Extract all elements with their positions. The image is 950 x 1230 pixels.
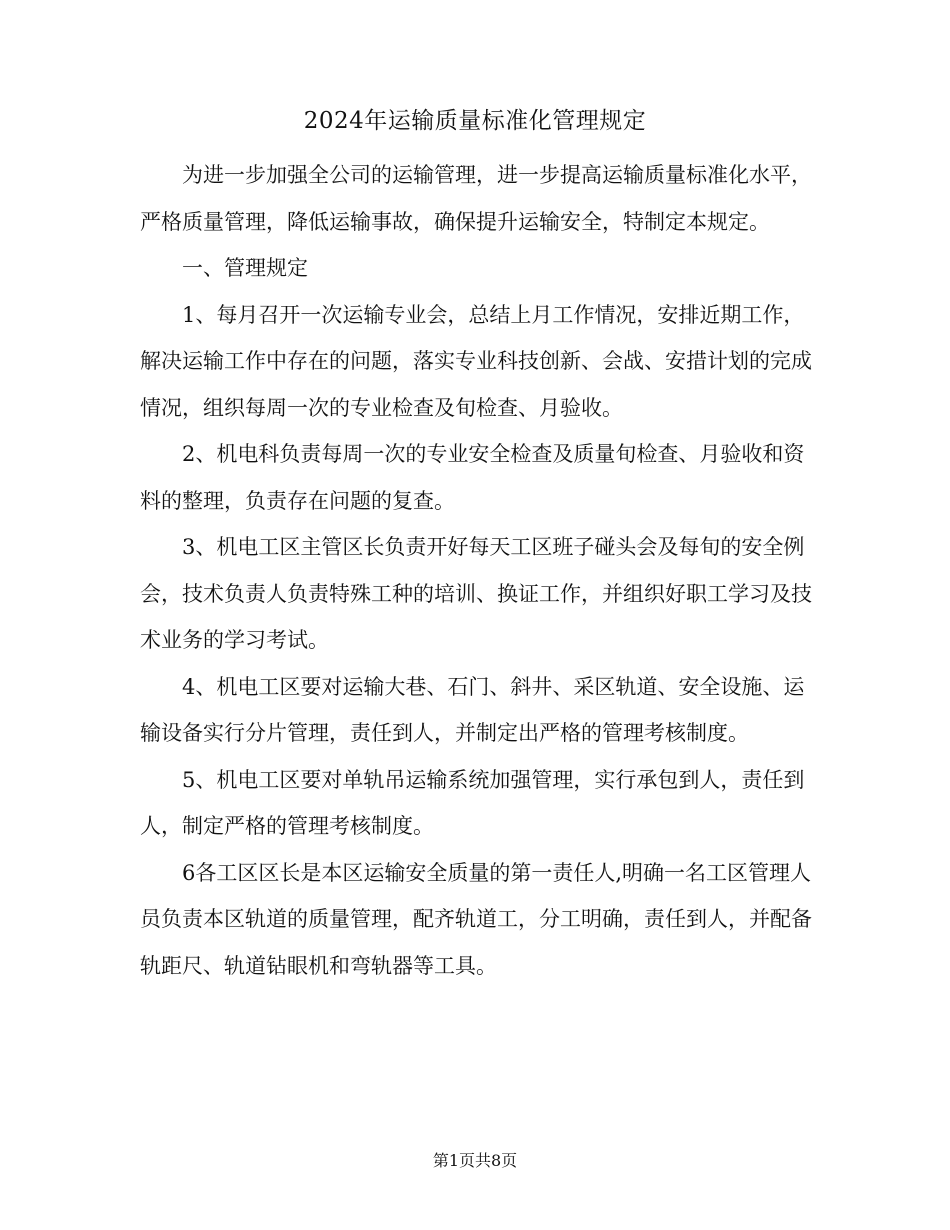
document-body [140,152,812,989]
rule-paragraph-5: 5、机电工区要对单轨吊运输系统加强管理，实行承包到人，责任到人，制定严格的管理考核制度。 [140,767,805,838]
rule-paragraph-1: 1、每月召开一次运输专业会，总结上月工作情况，安排近期工作，解决运输工作中存在的问题，落实专业科技创新、会战、安措计划的完成情况，组织每周一次的专业检查及旬检查、月验收。 [140,302,812,420]
rule-paragraph-4: 4、机电工区要对运输大巷、石门、斜井、采区轨道、安全设施、运输设备实行分片管理，责任到人，并制定出严格的管理考核制度。 [140,674,805,745]
document-title: 2024年运输质量标准化管理规定 [303,108,647,134]
intro-paragraph: 为进一步加强全公司的运输管理，进一步提高运输质量标准化水平，严格质量管理，降低运输事故，确保提升运输安全，特制定本规定。 [140,163,812,234]
page-number-footer: 第1页共8页 [432,1151,518,1170]
rule-paragraph-3: 3、机电工区主管区长负责开好每天工区班子碰头会及每旬的安全例会，技术负责人负责特殊工种的培训、换证工作，并组织好职工学习及技术业务的学习考试。 [140,535,812,652]
rule-paragraph-2: 2、机电科负责每周一次的专业安全检查及质量旬检查、月验收和资料的整理，负责存在问题的复查。 [140,442,805,513]
section-heading: 一、管理规定 [182,256,308,280]
rule-paragraph-6: 6各工区区长是本区运输安全质量的第一责任人,明确一名工区管理人员负责本区轨道的质量管理，配齐轨道工，分工明确，责任到人，并配备轨距尺、轨道钻眼机和弯轨器等工具。 [140,860,812,978]
